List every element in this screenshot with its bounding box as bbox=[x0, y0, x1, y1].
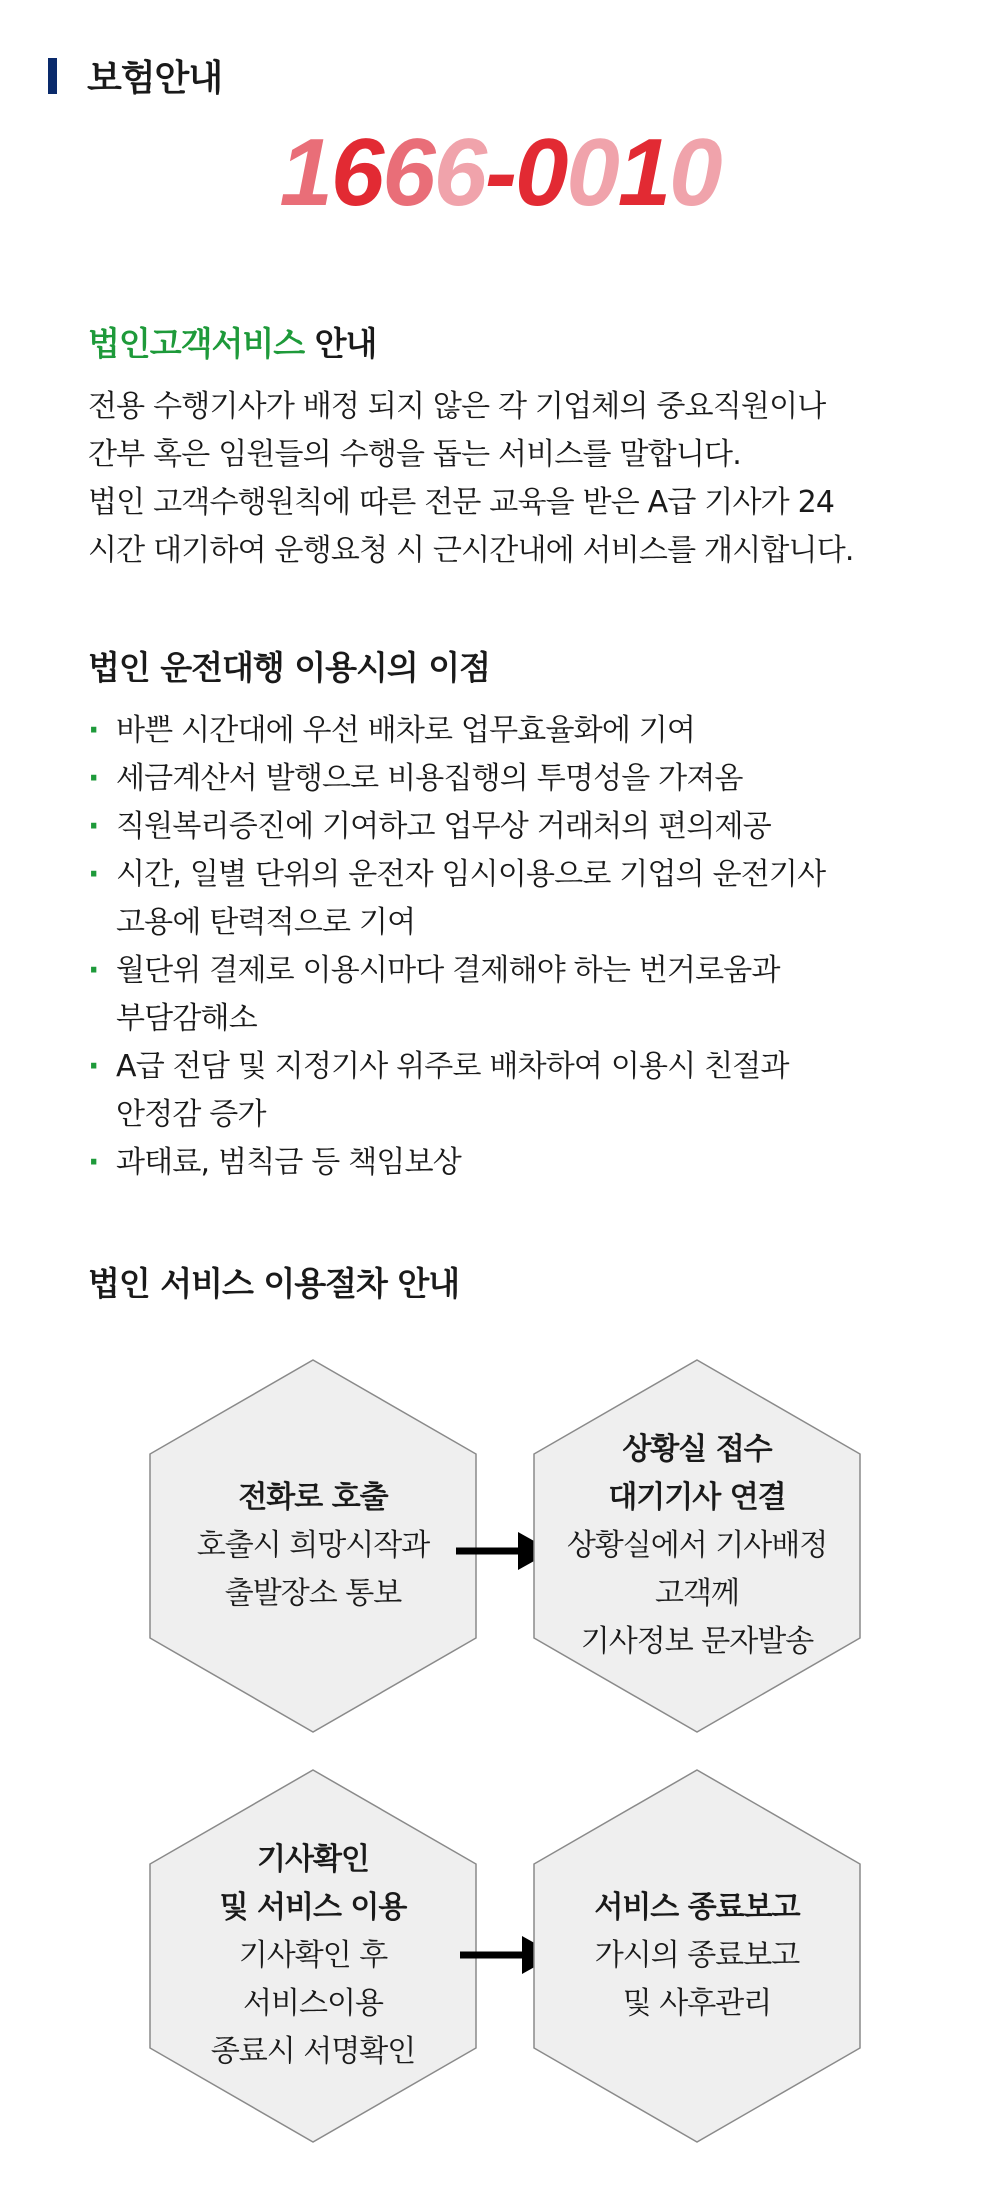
step-detail: 가시의 종료보고 bbox=[594, 1938, 800, 1973]
phone-digit: 0 bbox=[514, 119, 567, 226]
benefit-item bbox=[88, 947, 968, 1043]
bullet-dot: · bbox=[88, 761, 99, 796]
benefits-section bbox=[88, 642, 968, 1187]
corporate-service-title-highlight: 법인고객서비스 bbox=[88, 324, 305, 363]
step-detail: 기사확인 후 bbox=[238, 1938, 388, 1973]
phone-number bbox=[0, 118, 1000, 228]
description-line: 간부 혹은 임원들의 수행을 돕는 서비스를 말합니다. bbox=[88, 437, 741, 472]
step-heading: 서비스 종료보고 bbox=[594, 1890, 800, 1925]
benefit-text: 직원복리증진에 기여하고 업무상 거래처의 편의제공 bbox=[116, 809, 771, 844]
corporate-service-title-rest: 안내 bbox=[304, 324, 377, 363]
procedure-step-1 bbox=[148, 1358, 478, 1734]
benefit-item bbox=[88, 1139, 968, 1187]
procedure-step-4 bbox=[532, 1768, 862, 2144]
benefit-text: A급 전담 및 지정기사 위주로 배차하여 이용시 친절과 bbox=[116, 1049, 789, 1084]
step-detail: 기사정보 문자발송 bbox=[580, 1624, 814, 1659]
description-line: 법인 고객수행원칙에 따른 전문 교육을 받은 A급 기사가 24 bbox=[88, 485, 835, 520]
bullet-dot: · bbox=[88, 809, 99, 844]
benefits-title: 법인 운전대행 이용시의 이점 bbox=[88, 648, 491, 687]
phone-digit: 6 bbox=[330, 119, 383, 226]
benefit-text: 안정감 증가 bbox=[116, 1097, 266, 1132]
step-heading: 대기기사 연결 bbox=[608, 1480, 786, 1515]
description-line: 전용 수행기사가 배정 되지 않은 각 기업체의 중요직원이나 bbox=[88, 389, 826, 424]
bullet-dot: · bbox=[88, 713, 99, 748]
step-heading: 전화로 호출 bbox=[238, 1480, 388, 1515]
benefit-text: 월단위 결제로 이용시마다 결제해야 하는 번거로움과 bbox=[116, 953, 780, 988]
procedure-section bbox=[88, 1258, 968, 1323]
procedure-step-2 bbox=[532, 1358, 862, 1734]
step-detail: 상황실에서 기사배정 bbox=[566, 1528, 828, 1563]
benefit-item bbox=[88, 803, 968, 851]
phone-digit: 6 bbox=[382, 119, 434, 226]
step-heading: 및 서비스 이용 bbox=[219, 1890, 407, 1925]
benefit-item bbox=[88, 707, 968, 755]
phone-digit: 6 bbox=[433, 119, 486, 226]
procedure-step-3 bbox=[148, 1768, 478, 2144]
benefit-item bbox=[88, 851, 968, 947]
step-detail: 고객께 bbox=[655, 1576, 739, 1611]
benefit-text: 과태료, 범칙금 등 책임보상 bbox=[116, 1145, 461, 1180]
benefit-text: 바쁜 시간대에 우선 배차로 업무효율화에 기여 bbox=[116, 713, 696, 748]
step-text bbox=[148, 1358, 478, 1734]
benefit-text: 세금계산서 발행으로 비용집행의 투명성을 가져옴 bbox=[116, 761, 743, 796]
description-line: 시간 대기하여 운행요청 시 근시간내에 서비스를 개시합니다. bbox=[88, 533, 854, 568]
step-detail: 서비스이용 bbox=[243, 1986, 383, 2021]
step-heading: 상황실 접수 bbox=[622, 1432, 772, 1467]
header-accent-bar bbox=[48, 58, 57, 94]
benefit-text: 고용에 탄력적으로 기여 bbox=[116, 905, 416, 940]
benefit-text: 부담감해소 bbox=[116, 1001, 257, 1036]
step-detail: 출발장소 통보 bbox=[224, 1576, 402, 1611]
bullet-dot: · bbox=[88, 1145, 99, 1180]
phone-digit: - bbox=[485, 119, 515, 226]
step-text bbox=[532, 1358, 862, 1734]
corporate-service-title bbox=[88, 318, 968, 365]
page-title: 보험안내 bbox=[87, 58, 223, 99]
phone-digit: 0 bbox=[669, 119, 721, 226]
step-text bbox=[148, 1768, 478, 2144]
step-detail: 호출시 희망시작과 bbox=[196, 1528, 430, 1563]
benefit-item bbox=[88, 1043, 968, 1139]
step-heading: 기사확인 bbox=[257, 1842, 369, 1877]
corporate-service-description bbox=[88, 383, 968, 575]
procedure-title: 법인 서비스 이용절차 안내 bbox=[88, 1264, 460, 1303]
bullet-dot: · bbox=[88, 953, 99, 988]
step-detail: 종료시 서명확인 bbox=[210, 2034, 416, 2069]
benefits-list bbox=[88, 707, 968, 1187]
benefit-text: 시간, 일별 단위의 운전자 임시이용으로 기업의 운전기사 bbox=[116, 857, 826, 892]
corporate-service-section bbox=[88, 318, 968, 575]
bullet-dot: · bbox=[88, 1049, 99, 1084]
phone-digit: 1 bbox=[617, 119, 670, 226]
step-text bbox=[532, 1768, 862, 2144]
page-header bbox=[48, 50, 222, 101]
benefit-item bbox=[88, 755, 968, 803]
phone-digit: 1 bbox=[279, 119, 331, 226]
step-detail: 및 사후관리 bbox=[622, 1986, 772, 2021]
phone-digit: 0 bbox=[566, 119, 618, 226]
bullet-dot: · bbox=[88, 857, 99, 892]
